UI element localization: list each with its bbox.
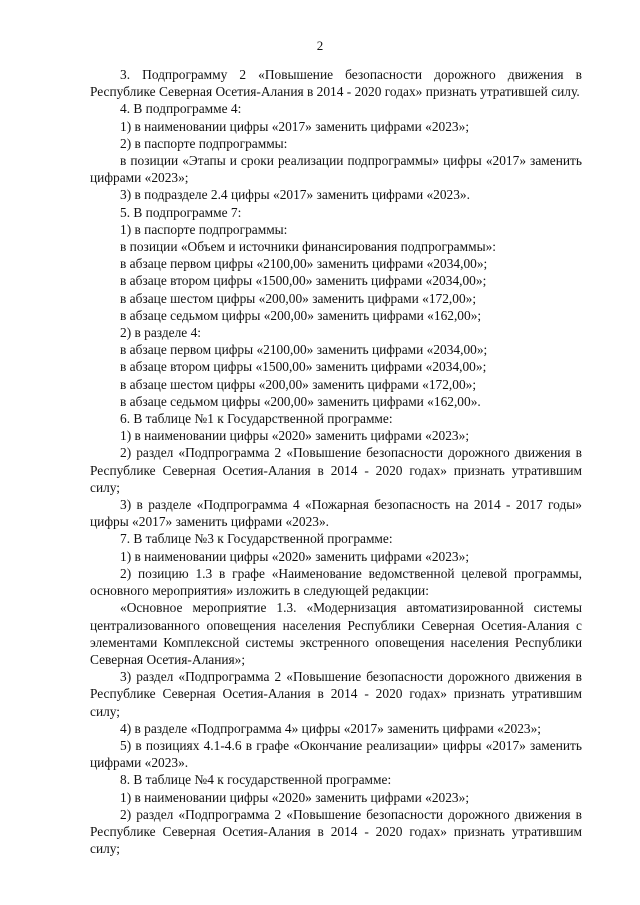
paragraph: в абзаце шестом цифры «200,00» заменить цифрами «172,00»; xyxy=(120,290,477,306)
paragraph: в абзаце первом цифры «2100,00» заменить цифрами «2034,00»; xyxy=(120,256,488,272)
paragraph: 4. В подпрограмме 4: xyxy=(120,101,242,117)
paragraph: «Основное мероприятие 1.3. «Модернизация автоматизированной системы централизованного оповещения населения Республики Северная Осетия-Алания с элементами Комплексной системы экстренного оповещения населения Республики Северная Осетия-Алания»; xyxy=(90,600,582,667)
paragraph: 3) в подразделе 2.4 цифры «2017» заменить цифрами «2023». xyxy=(120,187,470,203)
paragraph: в абзаце втором цифры «1500,00» заменить цифрами «2034,00»; xyxy=(120,359,487,375)
document-body xyxy=(90,66,582,857)
page-number: 2 xyxy=(316,38,324,53)
paragraph: 2) позицию 1.3 в графе «Наименование ведомственной целевой программы, основного мероприятия» изложить в следующей редакции: xyxy=(90,565,582,599)
paragraph: в абзаце седьмом цифры «200,00» заменить цифрами «162,00»; xyxy=(120,307,482,323)
paragraph: в абзаце шестом цифры «200,00» заменить цифрами «172,00»; xyxy=(120,376,477,392)
paragraph: в абзаце первом цифры «2100,00» заменить цифрами «2034,00»; xyxy=(120,342,488,358)
paragraph: 1) в наименовании цифры «2020» заменить цифрами «2023»; xyxy=(120,789,470,805)
paragraph: 8. В таблице №4 к государственной программе: xyxy=(120,772,392,788)
paragraph: в абзаце втором цифры «1500,00» заменить цифрами «2034,00»; xyxy=(120,273,487,289)
paragraph: 3) в разделе «Подпрограмма 4 «Пожарная безопасность на 2014 - 2017 годы» цифры «2017» заменить цифрами «2023». xyxy=(90,497,582,530)
paragraph: 2) в паспорте подпрограммы: xyxy=(120,135,288,151)
paragraph: 4) в разделе «Подпрограмма 4» цифры «2017» заменить цифрами «2023»; xyxy=(120,720,542,736)
paragraph: в позиции «Объем и источники финансирования подпрограммы»: xyxy=(120,239,496,255)
paragraph: 6. В таблице №1 к Государственной программе: xyxy=(120,411,393,427)
paragraph: 1) в наименовании цифры «2020» заменить цифрами «2023»; xyxy=(120,548,470,564)
paragraph: 7. В таблице №3 к Государственной программе: xyxy=(120,531,393,547)
paragraph: 1) в наименовании цифры «2020» заменить цифрами «2023»; xyxy=(120,428,470,444)
paragraph: 5. В подпрограмме 7: xyxy=(120,204,242,220)
paragraph: в абзаце седьмом цифры «200,00» заменить цифрами «162,00». xyxy=(120,393,481,409)
paragraph: 5) в позициях 4.1-4.6 в графе «Окончание реализации» цифры «2017» заменить цифрами «2023». xyxy=(90,737,582,771)
paragraph: 3. Подпрограмму 2 «Повышение безопасности дорожного движения в Республике Северная Осетия-Алания в 2014 - 2020 годах» признать утратившей силу. xyxy=(90,67,582,100)
paragraph: 2) в разделе 4: xyxy=(120,325,202,341)
paragraph: 1) в паспорте подпрограммы: xyxy=(120,221,288,237)
paragraph: 2) раздел «Подпрограмма 2 «Повышение безопасности дорожного движения в Республике Северная Осетия-Алания в 2014 - 2020 годах» признать утратившим силу; xyxy=(90,806,582,857)
paragraph: 1) в наименовании цифры «2017» заменить цифрами «2023»; xyxy=(120,118,470,134)
paragraph: 2) раздел «Подпрограмма 2 «Повышение безопасности дорожного движения в Республике Северная Осетия-Алания в 2014 - 2020 годах» признать утратившим силу; xyxy=(90,445,582,495)
paragraph: в позиции «Этапы и сроки реализации подпрограммы» цифры «2017» заменить цифрами «2023»; xyxy=(90,153,582,186)
paragraph: 3) раздел «Подпрограмма 2 «Повышение безопасности дорожного движения в Республике Северная Осетия-Алания в 2014 - 2020 годах» признать утратившим силу; xyxy=(90,669,582,719)
